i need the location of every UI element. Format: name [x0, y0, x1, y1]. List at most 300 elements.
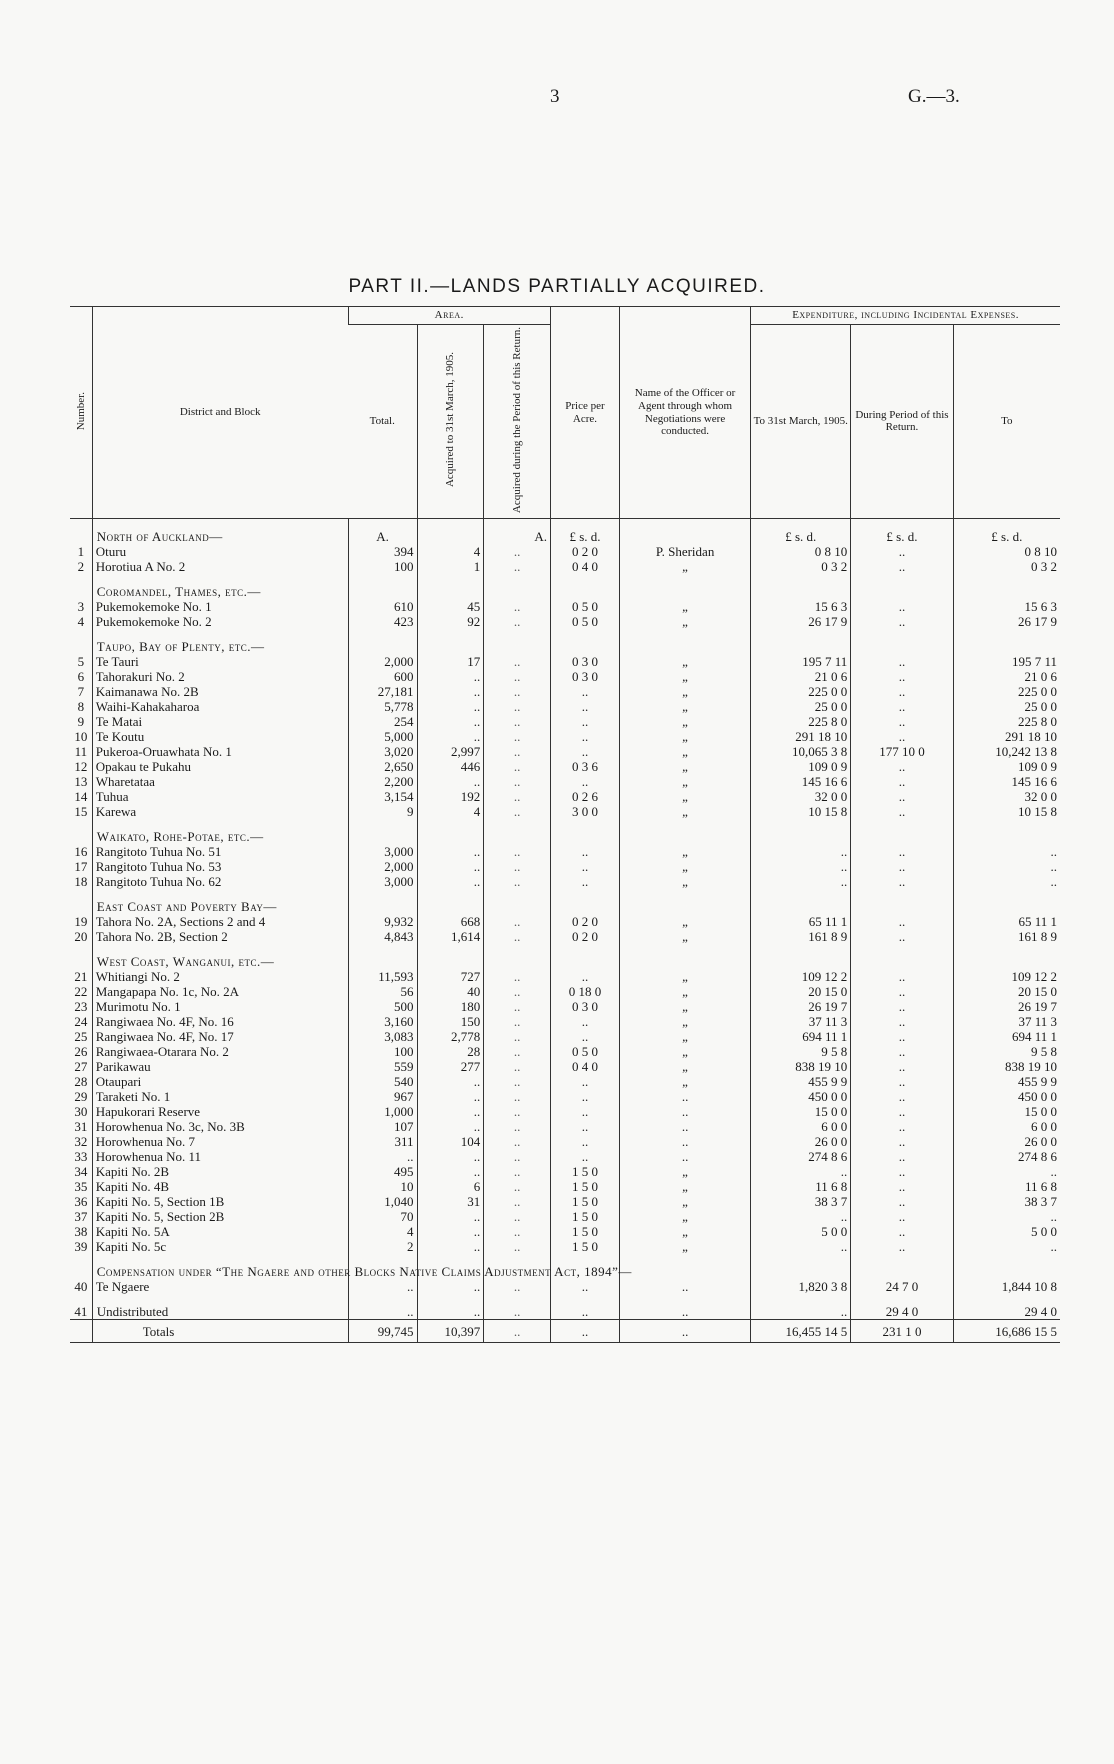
table-cell [953, 574, 1060, 599]
row-number: 39 [74, 1239, 88, 1255]
row-number: 12 [74, 759, 88, 775]
area-total: 2,200 [348, 774, 417, 789]
area-acquired-during: .. [484, 729, 551, 744]
table-cell [348, 629, 417, 654]
table-cell [348, 944, 417, 969]
unit-exp-total: £ s. d. [953, 519, 1060, 545]
price-per-acre: .. [551, 969, 620, 984]
expenditure-to: 15 0 0 [751, 1104, 851, 1119]
area-acquired-during: .. [484, 714, 551, 729]
area-acquired-during: .. [484, 614, 551, 629]
area-total: 254 [348, 714, 417, 729]
officer-name: „ [619, 714, 750, 729]
row-number: 32 [74, 1134, 88, 1150]
area-total: 9 [348, 804, 417, 819]
block-name: Tuhua [92, 789, 348, 804]
expenditure-total: 225 8 0 [953, 714, 1060, 729]
row-number: 10 [74, 729, 88, 745]
area-acquired-to: .. [417, 1209, 484, 1224]
area-acquired-during: .. [484, 1294, 551, 1320]
price-per-acre: .. [551, 1149, 620, 1164]
price-per-acre: 0 18 0 [551, 984, 620, 999]
row-number: 28 [74, 1074, 88, 1090]
row-number: 4 [77, 614, 85, 630]
table-cell [953, 889, 1060, 914]
group-heading-row [70, 629, 1060, 654]
area-total: 107 [348, 1119, 417, 1134]
block-name: Pukemokemoke No. 2 [92, 614, 348, 629]
officer-name: „ [619, 1029, 750, 1044]
price-per-acre: 0 2 0 [551, 929, 620, 944]
area-acquired-to: 150 [417, 1014, 484, 1029]
expenditure-total: 38 3 7 [953, 1194, 1060, 1209]
group-heading: Waikato, Rohe-Potae, etc.— [92, 819, 348, 844]
block-name: Horowhenua No. 11 [92, 1149, 348, 1164]
block-name: Parikawau [92, 1059, 348, 1074]
officer-name: „ [619, 654, 750, 669]
expenditure-to: 25 0 0 [751, 699, 851, 714]
expenditure-to: 10,065 3 8 [751, 744, 851, 759]
group-heading: East Coast and Poverty Bay— [92, 889, 348, 914]
area-acquired-to: .. [417, 1149, 484, 1164]
table-cell [851, 1254, 953, 1279]
officer-name: „ [619, 669, 750, 684]
expenditure-during: 177 10 0 [851, 744, 953, 759]
block-name: Kapiti No. 2B [92, 1164, 348, 1179]
expenditure-during: .. [851, 844, 953, 859]
totals-exp-to: 16,455 14 5 [751, 1320, 851, 1343]
row-number: 11 [74, 744, 88, 760]
table-row [70, 684, 1060, 699]
table-cell [751, 819, 851, 844]
table-cell [484, 819, 551, 844]
expenditure-during: .. [851, 1194, 953, 1209]
expenditure-to: 26 19 7 [751, 999, 851, 1014]
area-total: 495 [348, 1164, 417, 1179]
area-total: 394 [348, 544, 417, 559]
expenditure-to: 225 0 0 [751, 684, 851, 699]
officer-name: „ [619, 969, 750, 984]
table-cell [619, 889, 750, 914]
expenditure-during: 24 7 0 [851, 1279, 953, 1294]
area-acquired-during: .. [484, 1164, 551, 1179]
expenditure-total: 5 0 0 [953, 1224, 1060, 1239]
officer-name: „ [619, 1164, 750, 1179]
officer-name: „ [619, 729, 750, 744]
area-total: 2,000 [348, 654, 417, 669]
table-cell [851, 944, 953, 969]
area-acquired-to: .. [417, 684, 484, 699]
header-exp-during: During Period of this Return. [851, 324, 953, 519]
area-acquired-to: .. [417, 1224, 484, 1239]
area-acquired-during: .. [484, 1104, 551, 1119]
area-total: 5,000 [348, 729, 417, 744]
area-acquired-to: 446 [417, 759, 484, 774]
block-name: Hapukorari Reserve [92, 1104, 348, 1119]
table-cell [953, 944, 1060, 969]
block-name: Rangitoto Tuhua No. 62 [92, 874, 348, 889]
table-cell [70, 629, 92, 654]
officer-name: .. [619, 1089, 750, 1104]
expenditure-during: .. [851, 699, 953, 714]
area-total: .. [348, 1279, 417, 1294]
area-acquired-during: .. [484, 1044, 551, 1059]
table-row [70, 1224, 1060, 1239]
block-name: Horowhenua No. 3c, No. 3B [92, 1119, 348, 1134]
expenditure-total: 20 15 0 [953, 984, 1060, 999]
table-row [70, 559, 1060, 574]
table-row [70, 614, 1060, 629]
area-acquired-during: .. [484, 1089, 551, 1104]
table-cell [417, 629, 484, 654]
officer-name: „ [619, 804, 750, 819]
table-cell [551, 574, 620, 599]
block-name: Opakau te Pukahu [92, 759, 348, 774]
area-acquired-to: 104 [417, 1134, 484, 1149]
area-acquired-during: .. [484, 669, 551, 684]
expenditure-to: 9 5 8 [751, 1044, 851, 1059]
officer-name: „ [619, 559, 750, 574]
table-row [70, 1074, 1060, 1089]
area-acquired-during: .. [484, 874, 551, 889]
area-acquired-to: .. [417, 1119, 484, 1134]
officer-name: „ [619, 914, 750, 929]
officer-name: .. [619, 1294, 750, 1320]
block-name: Rangiwaea-Otarara No. 2 [92, 1044, 348, 1059]
expenditure-to: 109 0 9 [751, 759, 851, 774]
expenditure-during: .. [851, 1149, 953, 1164]
table-row [70, 1239, 1060, 1254]
page-title: PART II.—LANDS PARTIALLY ACQUIRED. [348, 276, 766, 297]
expenditure-total: 10,242 13 8 [953, 744, 1060, 759]
row-number: 23 [74, 999, 88, 1015]
expenditure-to: .. [751, 859, 851, 874]
expenditure-total: .. [953, 1209, 1060, 1224]
price-per-acre: .. [551, 774, 620, 789]
area-total: 10 [348, 1179, 417, 1194]
expenditure-to: .. [751, 874, 851, 889]
expenditure-total: .. [953, 1164, 1060, 1179]
officer-name: „ [619, 599, 750, 614]
row-number: 3 [77, 599, 85, 615]
area-acquired-to: 6 [417, 1179, 484, 1194]
totals-area: 99,745 [348, 1320, 417, 1343]
area-total: 600 [348, 669, 417, 684]
row-number: 31 [74, 1119, 88, 1135]
table-row [70, 804, 1060, 819]
table-cell [851, 889, 953, 914]
expenditure-total: 195 7 11 [953, 654, 1060, 669]
expenditure-during: .. [851, 1014, 953, 1029]
expenditure-total: 25 0 0 [953, 699, 1060, 714]
group-heading-row [70, 944, 1060, 969]
price-per-acre: 1 5 0 [551, 1209, 620, 1224]
block-name: Otaupari [92, 1074, 348, 1089]
area-acquired-during: .. [484, 1029, 551, 1044]
area-acquired-during: .. [484, 804, 551, 819]
price-per-acre: 0 5 0 [551, 1044, 620, 1059]
block-name: Waihi-Kahakaharoa [92, 699, 348, 714]
table-row [70, 984, 1060, 999]
block-name: Taraketi No. 1 [92, 1089, 348, 1104]
area-total: 3,020 [348, 744, 417, 759]
area-acquired-to: 2,778 [417, 1029, 484, 1044]
area-total: 9,932 [348, 914, 417, 929]
expenditure-during: .. [851, 614, 953, 629]
totals-row [70, 1320, 1060, 1343]
row-number: 1 [77, 544, 85, 560]
table-row [70, 969, 1060, 984]
block-name: Wharetataa [92, 774, 348, 789]
row-number: 9 [77, 714, 85, 730]
price-per-acre: 0 3 0 [551, 654, 620, 669]
price-per-acre: .. [551, 844, 620, 859]
area-total: 70 [348, 1209, 417, 1224]
officer-name: „ [619, 744, 750, 759]
area-acquired-during: .. [484, 759, 551, 774]
expenditure-total: 109 12 2 [953, 969, 1060, 984]
area-acquired-to: .. [417, 669, 484, 684]
row-number: 26 [74, 1044, 88, 1060]
table-row [70, 874, 1060, 889]
table-row [70, 1134, 1060, 1149]
officer-name: „ [619, 984, 750, 999]
table-row [70, 999, 1060, 1014]
price-per-acre: .. [551, 1134, 620, 1149]
expenditure-to: 838 19 10 [751, 1059, 851, 1074]
expenditure-during: .. [851, 874, 953, 889]
group-heading-row [70, 574, 1060, 599]
expenditure-during: .. [851, 914, 953, 929]
expenditure-to: 38 3 7 [751, 1194, 851, 1209]
expenditure-during: .. [851, 669, 953, 684]
table-row [70, 1209, 1060, 1224]
expenditure-total: 6 0 0 [953, 1119, 1060, 1134]
table-row [70, 1179, 1060, 1194]
document-code: G.—3. [908, 86, 960, 107]
header-expenditure: Expenditure, including Incidental Expenses. [751, 307, 1060, 325]
price-per-acre: 1 5 0 [551, 1194, 620, 1209]
compensation-heading-row [70, 1254, 1060, 1279]
table-cell [619, 944, 750, 969]
table-row [70, 759, 1060, 774]
area-acquired-to: 1,614 [417, 929, 484, 944]
table-cell [551, 819, 620, 844]
expenditure-total: .. [953, 1239, 1060, 1254]
group-heading-row [70, 889, 1060, 914]
header-officer: Name of the Officer or Agent through whom Negotiations were conducted. [619, 307, 750, 519]
group-heading: North of Auckland— [92, 519, 348, 545]
area-total: 4 [348, 1224, 417, 1239]
price-per-acre: .. [551, 684, 620, 699]
block-name: Kapiti No. 4B [92, 1179, 348, 1194]
table-row [70, 1294, 1060, 1320]
header-area: Area. [348, 307, 550, 325]
table-cell [619, 819, 750, 844]
area-acquired-during: .. [484, 1279, 551, 1294]
officer-name: .. [619, 1149, 750, 1164]
area-acquired-to: .. [417, 844, 484, 859]
expenditure-to: 450 0 0 [751, 1089, 851, 1104]
table-row [70, 654, 1060, 669]
price-per-acre: .. [551, 714, 620, 729]
block-name: Kapiti No. 5, Section 2B [92, 1209, 348, 1224]
area-acquired-during: .. [484, 1239, 551, 1254]
area-acquired-to: 45 [417, 599, 484, 614]
area-total: 4,843 [348, 929, 417, 944]
area-total: 3,083 [348, 1029, 417, 1044]
area-acquired-to: .. [417, 859, 484, 874]
area-acquired-to: .. [417, 874, 484, 889]
price-per-acre: 0 4 0 [551, 559, 620, 574]
page-number: 3 [550, 86, 560, 107]
table-cell [70, 889, 92, 914]
expenditure-during: .. [851, 984, 953, 999]
block-name: Horowhenua No. 7 [92, 1134, 348, 1149]
area-acquired-during: .. [484, 544, 551, 559]
block-name: Tahorakuri No. 2 [92, 669, 348, 684]
block-name: Tahora No. 2A, Sections 2 and 4 [92, 914, 348, 929]
price-per-acre: .. [551, 729, 620, 744]
price-per-acre: .. [551, 1074, 620, 1089]
expenditure-during: .. [851, 714, 953, 729]
area-acquired-during: .. [484, 859, 551, 874]
expenditure-to: 1,820 3 8 [751, 1279, 851, 1294]
expenditure-total: 26 0 0 [953, 1134, 1060, 1149]
area-acquired-to: 192 [417, 789, 484, 804]
area-acquired-during: .. [484, 984, 551, 999]
area-acquired-during: .. [484, 1209, 551, 1224]
row-number: 34 [74, 1164, 88, 1180]
expenditure-total: 1,844 10 8 [953, 1279, 1060, 1294]
price-per-acre: 0 3 0 [551, 669, 620, 684]
expenditure-to: .. [751, 1239, 851, 1254]
block-name: Kaimanawa No. 2B [92, 684, 348, 699]
row-number: 35 [74, 1179, 88, 1195]
officer-name: „ [619, 1179, 750, 1194]
table-row [70, 844, 1060, 859]
expenditure-during: .. [851, 1224, 953, 1239]
price-per-acre: 0 5 0 [551, 599, 620, 614]
table-cell [953, 1254, 1060, 1279]
area-total: 559 [348, 1059, 417, 1074]
row-number: 24 [74, 1014, 88, 1030]
table-row [70, 774, 1060, 789]
table-cell [348, 574, 417, 599]
price-per-acre: .. [551, 874, 620, 889]
table-row [70, 1279, 1060, 1294]
table-cell [70, 1320, 92, 1343]
price-per-acre: 1 5 0 [551, 1239, 620, 1254]
area-total: 967 [348, 1089, 417, 1104]
table-cell [851, 574, 953, 599]
price-per-acre: 0 3 6 [551, 759, 620, 774]
area-acquired-to: .. [417, 1089, 484, 1104]
price-per-acre: 0 4 0 [551, 1059, 620, 1074]
officer-name: „ [619, 1014, 750, 1029]
block-name: Rangiwaea No. 4F, No. 16 [92, 1014, 348, 1029]
area-total: 500 [348, 999, 417, 1014]
table-cell [551, 629, 620, 654]
area-acquired-to: 727 [417, 969, 484, 984]
price-per-acre: .. [551, 744, 620, 759]
block-name: Oturu [92, 544, 348, 559]
area-acquired-during: .. [484, 1014, 551, 1029]
area-acquired-during: .. [484, 1074, 551, 1089]
block-name: Horotiua A No. 2 [92, 559, 348, 574]
table-cell [70, 574, 92, 599]
area-acquired-to: .. [417, 1104, 484, 1119]
expenditure-to: .. [751, 1164, 851, 1179]
expenditure-to: 65 11 1 [751, 914, 851, 929]
expenditure-total: 15 6 3 [953, 599, 1060, 614]
row-number: 41 [74, 1304, 88, 1320]
officer-name: „ [619, 1074, 750, 1089]
row-number: 27 [74, 1059, 88, 1075]
area-acquired-to: .. [417, 1279, 484, 1294]
table-cell [551, 944, 620, 969]
expenditure-to: 20 15 0 [751, 984, 851, 999]
header-area-acquired-to: Acquired to 31st March, 1905. [417, 324, 484, 519]
totals-acquired-during: .. [484, 1320, 551, 1343]
area-total: .. [348, 1149, 417, 1164]
expenditure-to: 0 8 10 [751, 544, 851, 559]
unit-exp-to: £ s. d. [751, 519, 851, 545]
table-row [70, 714, 1060, 729]
table-row [70, 544, 1060, 559]
expenditure-during: .. [851, 729, 953, 744]
expenditure-to: 37 11 3 [751, 1014, 851, 1029]
table-row [70, 1194, 1060, 1209]
area-total: .. [348, 1294, 417, 1320]
row-number: 16 [74, 844, 88, 860]
area-total: 1,040 [348, 1194, 417, 1209]
officer-name: .. [619, 1119, 750, 1134]
area-acquired-during: .. [484, 1179, 551, 1194]
area-acquired-during: .. [484, 1059, 551, 1074]
price-per-acre: .. [551, 1014, 620, 1029]
officer-name: „ [619, 1224, 750, 1239]
officer-name: „ [619, 844, 750, 859]
area-acquired-to: 1 [417, 559, 484, 574]
price-per-acre: .. [551, 1279, 620, 1294]
area-acquired-to: .. [417, 1294, 484, 1320]
expenditure-total: 26 19 7 [953, 999, 1060, 1014]
row-number: 2 [77, 559, 85, 575]
officer-name: „ [619, 859, 750, 874]
expenditure-to: 161 8 9 [751, 929, 851, 944]
area-total: 56 [348, 984, 417, 999]
row-number: 19 [74, 914, 88, 930]
expenditure-during: .. [851, 759, 953, 774]
totals-exp-during: 231 1 0 [851, 1320, 953, 1343]
area-total: 3,000 [348, 874, 417, 889]
expenditure-during: .. [851, 1209, 953, 1224]
table-cell [484, 629, 551, 654]
row-number: 30 [74, 1104, 88, 1120]
row-number: 38 [74, 1224, 88, 1240]
expenditure-total: .. [953, 844, 1060, 859]
area-acquired-to: 180 [417, 999, 484, 1014]
area-total: 2 [348, 1239, 417, 1254]
expenditure-during: .. [851, 1179, 953, 1194]
row-number: 5 [77, 654, 85, 670]
expenditure-total: 15 0 0 [953, 1104, 1060, 1119]
row-number: 8 [77, 699, 85, 715]
table-row [70, 859, 1060, 874]
table-cell [417, 819, 484, 844]
area-total: 610 [348, 599, 417, 614]
